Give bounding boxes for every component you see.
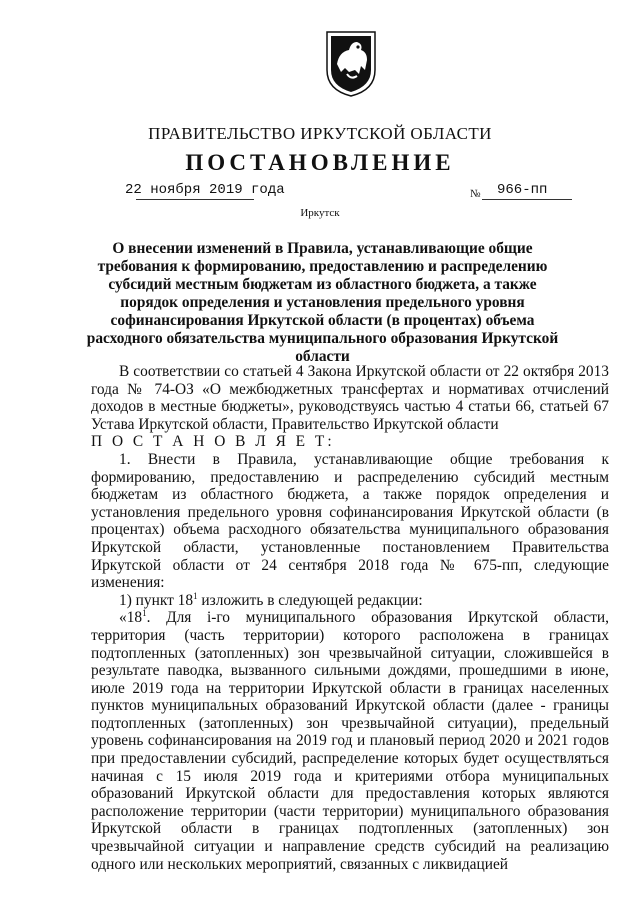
clause-18-1-paragraph	[91, 609, 609, 873]
number-sign: №	[470, 188, 481, 200]
subitem-text-end: изложить в следующей редакции:	[197, 591, 423, 609]
document-type-title: ПОСТАНОВЛЕНИЕ	[185, 150, 455, 175]
clause-text-start: «18	[119, 609, 143, 627]
clause-text-body: . Для i-го муниципального образования Иркутской области, территория (часть территории) которого расположена в границах подтопленных (затопленных) зон чрезвычайной ситуации, сложившейся в результате паводка, вызванного сильными дождями, прошедшими в июне, июле 2019 года на территории Иркутской области в границах населенных пунктов муниципальных образований Иркутской области (далее - границы подтопленных (затопленных) зон чрезвычайной ситуации), предельный уровень софинансирования на 2019 год и плановый период 2020 и 2021 годов при предоставлении субсидий, распределение которых будет осуществляться начиная с 15 июля 2019 года и критериями отбора муниципальных образований Иркутской области для предоставления которых являются расположение территории (части территории) муниципального образования Иркутской области в границах подтопленных (затопленных) зон чрезвычайной ситуации и направление средств субсидий на реализацию одного или нескольких мероприятий, связанных с ликвидацией	[91, 609, 609, 873]
decree-word: П О С Т А Н О В Л Я Е Т:	[91, 433, 335, 451]
number-underline	[482, 199, 572, 200]
document-date: 22 ноября 2019 года	[125, 182, 285, 198]
document-number: 966-пп	[497, 182, 548, 198]
subitem-1-paragraph	[91, 592, 609, 610]
document-heading: О внесении изменений в Правила, устанавливающие общие требования к формированию, предоставлению и распределению субсидий местным бюджетам из областного бюджета, а также порядок определения и установления предельного уровня софинансирования Иркутской области (в процентах) объема расходного обязательства муниципального образования Иркутской области	[86, 240, 559, 365]
superscript: 1	[142, 608, 147, 619]
date-underline	[136, 199, 254, 200]
item-1-paragraph: 1. Внести в Правила, устанавливающие общие требования к формированию, предоставлению и распределению субсидий местным бюджетам из областного бюджета, а также порядок определения и установления предельного уровня софинансирования Иркутской области (в процентах) объема расходного обязательства муниципального образования Иркутской области, установленные постановлением Правительства Иркутской области от 24 сентября 2018 года № 675-пп, следующие изменения:	[91, 450, 609, 592]
government-name: ПРАВИТЕЛЬСТВО ИРКУТСКОЙ ОБЛАСТИ	[148, 124, 492, 143]
coat-of-arms-emblem	[325, 30, 377, 98]
document-body	[91, 363, 609, 873]
preamble-paragraph: В соответствии со статьей 4 Закона Иркутской области от 22 октября 2013 года № 74-ОЗ «О межбюджетных трансфертах и нормативах отчислений доходов в местные бюджеты», руководствуясь частью 4 статьи 66, статьей 67 Устава Иркутской области, Правительство Иркутской области	[91, 363, 609, 433]
subitem-text-start: 1) пункт 18	[119, 591, 194, 609]
issue-city: Иркутск	[300, 207, 340, 219]
superscript: 1	[193, 590, 198, 601]
